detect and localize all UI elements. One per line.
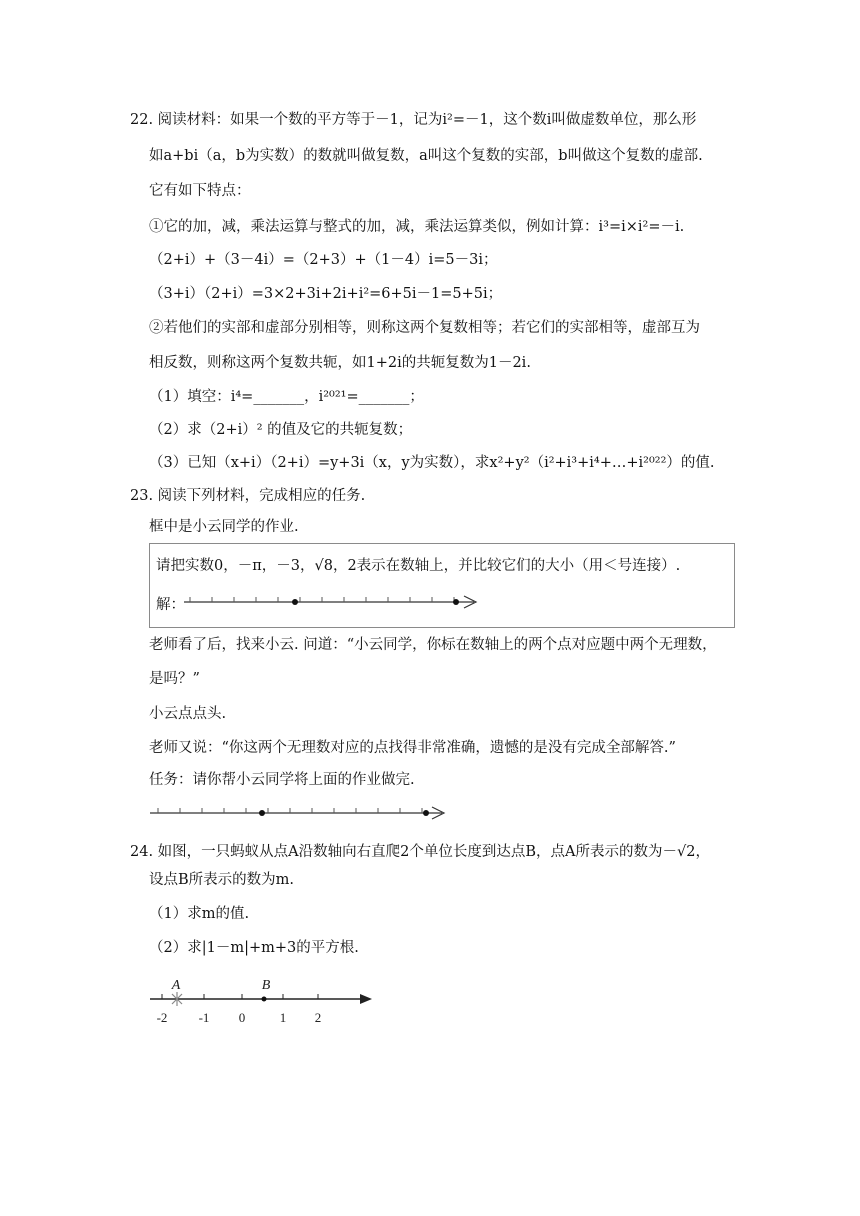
q22-line-9: （1）填空：i⁴=_______，i²⁰²¹=_______； <box>149 389 424 405</box>
q24-line-4: （2）求|1－m|+m+3的平方根. <box>149 940 359 956</box>
task-point-1 <box>259 810 265 816</box>
task-point-2 <box>423 810 429 816</box>
tick-label-neg2: -2 <box>156 1010 168 1025</box>
point-b-label: B <box>261 978 271 993</box>
q22-line-3: 它有如下特点： <box>149 183 251 199</box>
tick-label-1: 1 <box>279 1010 287 1025</box>
q24-line-2: 设点B所表示的数为m. <box>149 872 295 888</box>
tick-label-0: 0 <box>238 1010 246 1025</box>
q22-line-8: 相反数，则称这两个复数共轭，如1+2i的共轭复数为1－2i. <box>149 355 531 371</box>
q23-line-5: 小云点点头. <box>149 706 227 722</box>
q24-line-3: （1）求m的值. <box>149 906 250 922</box>
point-b-dot <box>262 997 267 1002</box>
q23-line-6: 老师又说：“你这两个无理数对应的点找得非常准确，遗憾的是没有完成全部解答.” <box>149 740 676 756</box>
q22-line-11: （3）已知（x+i）（2+i）=y+3i（x，y为实数），求x²+y²（i²+i³+i⁴+…+i²⁰²²）的值. <box>149 455 715 471</box>
q22-line-10: （2）求（2+i）² 的值及它的共轭复数； <box>149 422 413 438</box>
q22-line-7: ②若他们的实部和虚部分别相等，则称这两个复数相等；若它们的实部相等，虚部互为 <box>149 320 700 336</box>
q22-line-1: 22. 阅读材料：如果一个数的平方等于－1，记为i²=－1，这个数i叫做虚数单位，那么形 <box>130 112 697 128</box>
q23-line-3: 老师看了后，找来小云. 问道：“小云同学，你标在数轴上的两个点对应题中两个无理数， <box>149 637 717 653</box>
q22-line-5: （2+i）+（3－4i）=（2+3）+（1－4）i=5－3i； <box>149 252 498 268</box>
tick-label-2: 2 <box>314 1010 322 1025</box>
homework-point-1 <box>292 599 298 605</box>
q22-line-4: ①它的加，减，乘法运算与整式的加，减，乘法运算类似，例如计算：i³=i×i²=－i. <box>149 219 685 235</box>
q22-line-2: 如a+bi（a，b为实数）的数就叫做复数，a叫这个复数的实部，b叫做这个复数的虚部. <box>149 148 703 164</box>
q22-line-6: （3+i）（2+i）=3×2+3i+2i+i²=6+5i－1=5+5i； <box>149 286 503 302</box>
homework-box <box>149 543 735 628</box>
q23-line-4: 是吗？” <box>149 671 200 687</box>
homework-point-2 <box>453 599 459 605</box>
q23-line-2: 框中是小云同学的作业. <box>149 519 299 535</box>
ant-number-line-figure <box>148 972 388 1032</box>
q23-line-7: 任务：请你帮小云同学将上面的作业做完. <box>149 772 415 788</box>
tick-label-neg1: -1 <box>198 1010 210 1025</box>
homework-answer-label: 解： <box>156 597 185 613</box>
homework-number-line <box>184 592 494 612</box>
q23-line-1: 23. 阅读下列材料，完成相应的任务. <box>130 488 366 504</box>
task-number-line <box>150 803 460 823</box>
q24-line-1: 24. 如图，一只蚂蚁从点A沿数轴向右直爬2个单位长度到达点B，点A所表示的数为－√2， <box>130 844 710 860</box>
homework-prompt: 请把实数0，－π，－3，√8，2表示在数轴上，并比较它们的大小（用＜号连接）. <box>156 558 681 574</box>
point-a-label: A <box>171 978 181 993</box>
